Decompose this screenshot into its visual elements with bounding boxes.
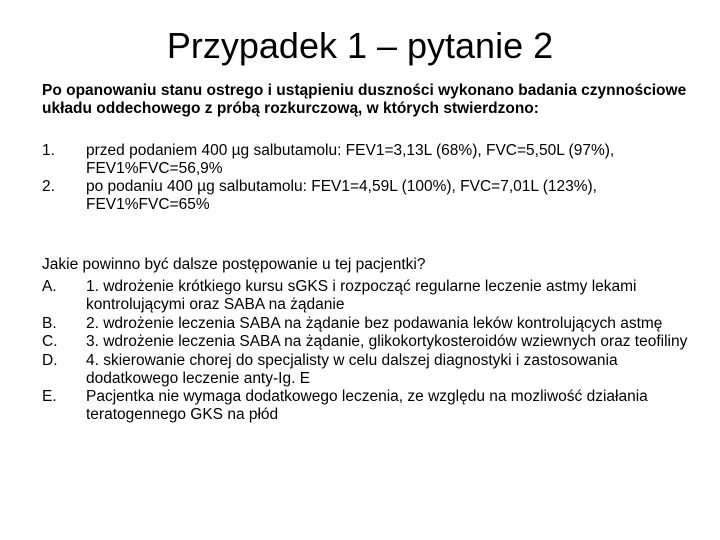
answer-option [42,333,692,351]
findings-list [42,142,692,214]
option-marker: D. [42,351,58,369]
option-marker: C. [42,333,58,350]
option-text: 1. wdrożenie krótkiego kursu sGKS i rozpocząć regularne leczenie astmy lekami kontrolującymi oraz SABA na żądanie [86,278,637,313]
finding-text: po podaniu 400 µg salbutamolu: FEV1=4,59L (100%), FVC=7,01L (123%), FEV1%FVC=65% [86,178,597,213]
option-text: 2. wdrożenie leczenia SABA na żądanie bez podawania leków kontrolujących astmę [86,314,663,332]
option-marker: A. [42,278,57,295]
answer-options-list [42,278,692,425]
option-marker: B. [42,314,57,332]
answer-option [42,315,692,333]
finding-marker: 2. [42,178,55,195]
answer-option [42,388,692,424]
question-text: Jakie powinno być dalsze postępowanie u tej pacjentki? [42,256,426,273]
option-text: 4. skierowanie chorej do specjalisty w celu dalszej diagnostyki i zastosowania dodatkowego leczenie anty-Ig. E [86,351,618,387]
finding-item [42,142,692,178]
finding-text: przed podaniem 400 µg salbutamolu: FEV1=3,13L (68%), FVC=5,50L (97%), FEV1%FVC=56,9% [86,142,615,177]
finding-item [42,178,692,214]
answer-option [42,352,692,388]
answer-option [42,278,692,314]
option-marker: E. [42,388,57,405]
option-text: 3. wdrożenie leczenia SABA na żądanie, glikokortykosteroidów wziewnych oraz teofiliny [86,333,688,350]
slide-title: Przypadek 1 – pytanie 2 [166,25,554,66]
option-text: Pacjentka nie wymaga dodatkowego leczenia, ze względu na mozliwość działania teratogennego GKS na płód [86,388,648,423]
case-intro: Po opanowaniu stanu ostrego i ustąpieniu duszności wykonano badania czynnościowe układu oddechowego z próbą rozkurczową, w których stwierdzono: [42,82,687,117]
finding-marker: 1. [42,142,55,159]
